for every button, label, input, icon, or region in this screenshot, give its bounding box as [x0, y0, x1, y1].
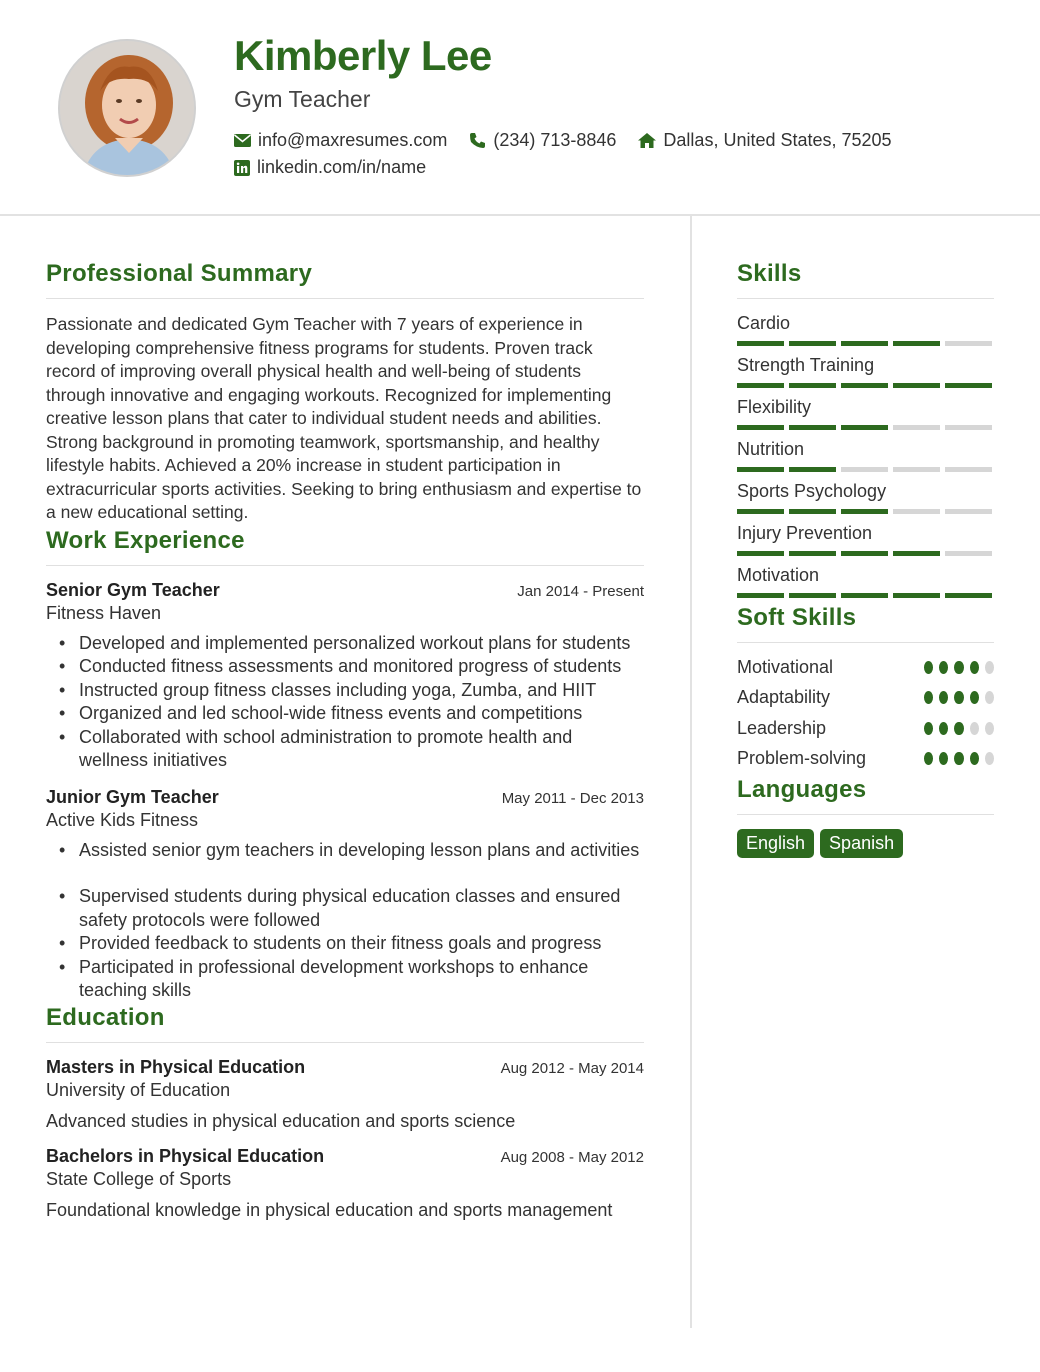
rating-dot	[939, 752, 948, 765]
job-title: Gym Teacher	[234, 86, 371, 112]
job-title: Junior Gym Teacher	[46, 786, 219, 807]
bullet-item: • Provided feedback to students on their fitness goals and progress	[46, 932, 644, 956]
skill-level-segment	[789, 593, 836, 598]
job-header	[46, 580, 644, 601]
skill-level-segment	[945, 593, 992, 598]
section-rule	[737, 642, 994, 643]
skill-item	[737, 355, 994, 388]
skill-item	[737, 565, 994, 598]
education-date: Aug 2008 - May 2012	[500, 1148, 644, 1166]
bullet-item: • Participated in professional development workshops to enhance teaching skills	[46, 956, 644, 1003]
soft-skill-item	[737, 713, 994, 744]
rating-dot	[970, 691, 979, 704]
soft-skill-name: Motivational	[737, 656, 834, 677]
bullet-item: • Conducted fitness assessments and monitored progress of students	[46, 655, 644, 679]
skill-list	[737, 313, 994, 598]
contact-row	[234, 157, 448, 178]
skill-name: Nutrition	[737, 439, 805, 459]
skill-level-segment	[841, 341, 888, 346]
skill-level-segment	[737, 383, 784, 388]
language-list	[737, 829, 994, 858]
rating-dot	[924, 722, 933, 735]
education-entry	[46, 1146, 644, 1221]
skill-level-segment	[789, 425, 836, 430]
skill-level-segment	[737, 509, 784, 514]
rating-dot	[924, 752, 933, 765]
rating-dot	[970, 722, 979, 735]
skill-name: Cardio	[737, 313, 791, 333]
education-list	[46, 1057, 644, 1221]
skill-level-segment	[789, 341, 836, 346]
skill-level-segment	[841, 425, 888, 430]
skill-item	[737, 523, 994, 556]
skill-level-segment	[737, 551, 784, 556]
rating-dot	[985, 752, 994, 765]
phone-icon	[469, 132, 486, 149]
rating-dot	[954, 752, 963, 765]
contact-row	[234, 130, 914, 151]
education-section	[46, 1004, 644, 1221]
job-company: Active Kids Fitness	[46, 809, 199, 830]
section-rule	[46, 1042, 644, 1043]
bullet-item: • Assisted senior gym teachers in developing lesson plans and activities	[46, 839, 644, 863]
soft-skill-list	[737, 652, 994, 774]
education-entry	[46, 1057, 644, 1132]
job-entry	[46, 580, 644, 773]
soft-skill-rating	[924, 722, 994, 735]
column-divider	[690, 216, 692, 1328]
bullet-item: • Supervised students during physical education classes and ensured safety protocols were followed	[46, 885, 644, 932]
skill-level-segment	[893, 509, 940, 514]
experience-section	[46, 527, 644, 1003]
contact-email[interactable]	[234, 130, 447, 151]
rating-dot	[924, 691, 933, 704]
rating-dot	[939, 722, 948, 735]
soft-skill-item	[737, 744, 994, 775]
skill-level-segment	[893, 593, 940, 598]
skill-level-segment	[945, 425, 992, 430]
soft-skill-rating	[924, 752, 994, 765]
location-text: Dallas, United States, 75205	[663, 130, 892, 150]
section-title: Soft Skills	[737, 604, 857, 631]
job-entry	[46, 787, 644, 1003]
skill-item	[737, 439, 994, 472]
job-bullets	[46, 839, 644, 1003]
section-title: Education	[46, 1003, 165, 1031]
summary-text: Passionate and dedicated Gym Teacher with 7 years of experience in developing comprehensive fitness programs for students. Proven track record of improving overall physical health and well-being of students through innovative and engaging workouts. Recognized for implementing creative lesson plans that cater to individual student needs and abilities. Strong background in promoting teamwork, sportsmanship, and healthy lifestyle habits. Achieved a 20% increase in student participation in extracurricular sports activities. Seeking to bring enthusiasm and expertise to a new educational setting.	[46, 314, 642, 522]
side-column	[737, 216, 994, 858]
skill-name: Sports Psychology	[737, 481, 887, 501]
contact-phone[interactable]	[469, 130, 616, 151]
rating-dot	[954, 722, 963, 735]
skill-level-segment	[893, 551, 940, 556]
home-icon	[638, 133, 656, 148]
skill-level-segment	[789, 551, 836, 556]
section-title: Skills	[737, 260, 802, 287]
skill-item	[737, 397, 994, 430]
skill-item	[737, 313, 994, 346]
bullet-item: • Collaborated with school administration to promote health and wellness initiatives	[46, 726, 644, 773]
skill-level-segment	[737, 425, 784, 430]
rating-dot	[985, 661, 994, 674]
linkedin-text: linkedin.com/in/name	[257, 157, 427, 177]
skill-level-segment	[945, 341, 992, 346]
section-rule	[737, 298, 994, 299]
education-header	[46, 1057, 644, 1078]
skill-level-bar	[737, 383, 994, 388]
skill-level-segment	[737, 341, 784, 346]
skill-level-segment	[841, 551, 888, 556]
email-text: info@maxresumes.com	[258, 130, 448, 150]
skill-level-bar	[737, 551, 994, 556]
language-badge: Spanish	[820, 829, 903, 858]
rating-dot	[985, 722, 994, 735]
section-rule	[46, 565, 644, 566]
job-title: Senior Gym Teacher	[46, 579, 220, 600]
soft-skill-rating	[924, 661, 994, 674]
candidate-name: Kimberly Lee	[234, 32, 492, 79]
skill-item	[737, 481, 994, 514]
soft-skill-name: Problem-solving	[737, 748, 867, 769]
skill-name: Injury Prevention	[737, 523, 873, 543]
section-title: Professional Summary	[46, 260, 313, 287]
profile-photo	[58, 39, 196, 177]
bullet-item: • Organized and led school-wide fitness events and competitions	[46, 702, 644, 726]
phone-text: (234) 713-8846	[493, 130, 617, 150]
envelope-icon	[234, 134, 251, 147]
skill-level-segment	[841, 467, 888, 472]
skill-level-segment	[893, 383, 940, 388]
rating-dot	[970, 661, 979, 674]
summary-section	[46, 260, 644, 525]
skill-name: Motivation	[737, 565, 820, 585]
contact-location	[638, 130, 891, 151]
language-badge: English	[737, 829, 814, 858]
skill-level-segment	[945, 467, 992, 472]
skill-name: Flexibility	[737, 397, 812, 417]
rating-dot	[985, 691, 994, 704]
resume-header	[0, 0, 1040, 216]
job-list	[46, 580, 644, 1003]
degree-title: Masters in Physical Education	[46, 1056, 306, 1077]
soft-skill-name: Adaptability	[737, 687, 831, 708]
rating-dot	[954, 661, 963, 674]
degree-title: Bachelors in Physical Education	[46, 1145, 325, 1166]
skill-name: Strength Training	[737, 355, 875, 375]
section-title: Languages	[737, 776, 867, 803]
soft-skills-section	[737, 604, 994, 774]
job-company: Fitness Haven	[46, 602, 162, 623]
education-description: Foundational knowledge in physical education and sports management	[46, 1199, 613, 1220]
skill-level-segment	[789, 383, 836, 388]
skill-level-bar	[737, 341, 994, 346]
skills-section	[737, 260, 994, 598]
skill-level-bar	[737, 509, 994, 514]
skill-level-segment	[893, 425, 940, 430]
bullet-item: • Developed and implemented personalized workout plans for students	[46, 632, 644, 656]
contact-linkedin[interactable]	[234, 157, 426, 178]
bullet-item: • Instructed group fitness classes including yoga, Zumba, and HIIT	[46, 679, 644, 703]
job-bullets	[46, 632, 644, 773]
job-date: May 2011 - Dec 2013	[501, 789, 644, 807]
languages-section	[737, 776, 994, 858]
skill-level-segment	[737, 593, 784, 598]
skill-level-bar	[737, 593, 994, 598]
job-header	[46, 787, 644, 808]
skill-level-segment	[893, 341, 940, 346]
soft-skill-rating	[924, 691, 994, 704]
skill-level-segment	[789, 509, 836, 514]
soft-skill-item	[737, 652, 994, 683]
section-rule	[737, 814, 994, 815]
skill-level-segment	[945, 383, 992, 388]
skill-level-segment	[945, 551, 992, 556]
soft-skill-name: Leadership	[737, 717, 827, 738]
section-rule	[46, 298, 644, 299]
rating-dot	[939, 691, 948, 704]
person-photo-icon	[60, 41, 196, 177]
education-header	[46, 1146, 644, 1167]
skill-level-segment	[841, 593, 888, 598]
rating-dot	[924, 661, 933, 674]
skill-level-bar	[737, 425, 994, 430]
skill-level-segment	[893, 467, 940, 472]
skill-level-segment	[737, 467, 784, 472]
soft-skill-item	[737, 683, 994, 714]
rating-dot	[939, 661, 948, 674]
school-name: University of Education	[46, 1079, 231, 1100]
skill-level-segment	[841, 509, 888, 514]
rating-dot	[970, 752, 979, 765]
school-name: State College of Sports	[46, 1168, 232, 1189]
skill-level-bar	[737, 467, 994, 472]
education-date: Aug 2012 - May 2014	[500, 1059, 644, 1077]
rating-dot	[954, 691, 963, 704]
skill-level-segment	[841, 383, 888, 388]
skill-level-segment	[789, 467, 836, 472]
education-description: Advanced studies in physical education and sports science	[46, 1110, 516, 1131]
linkedin-icon	[234, 160, 250, 176]
main-column	[46, 216, 644, 1221]
section-title: Work Experience	[46, 526, 245, 554]
skill-level-segment	[945, 509, 992, 514]
job-date: Jan 2014 - Present	[517, 582, 644, 600]
